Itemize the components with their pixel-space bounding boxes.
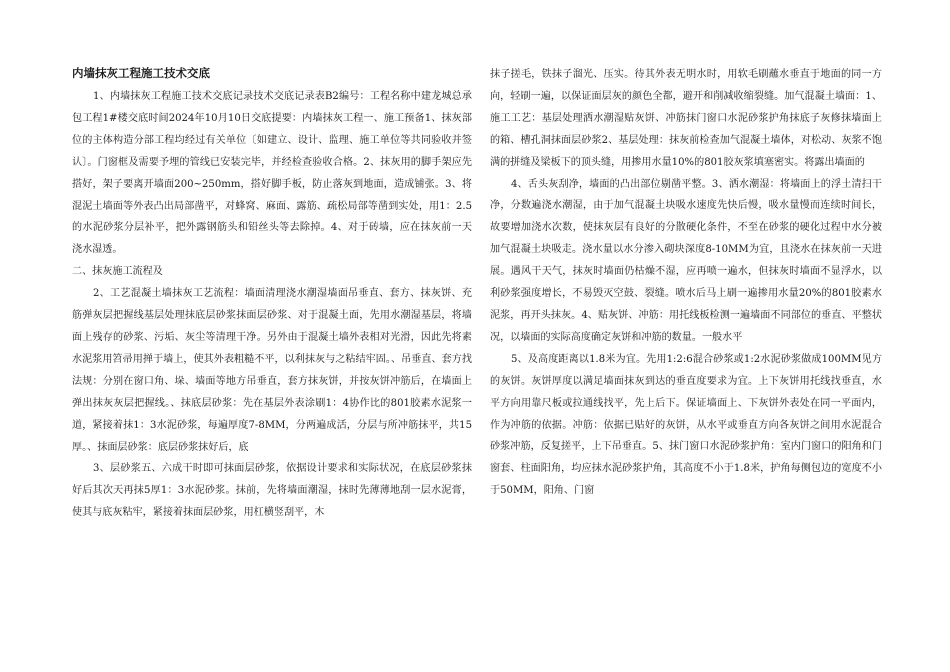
section-heading: 二、抹灰施工流程及 <box>72 266 163 278</box>
paragraph: 2、工艺混凝土墙抹灰工艺流程：墙面清理浇水潮湿墙面吊垂直、套方、抹灰饼、充筋弹灰层把握线基层处理抹底层砂浆抹面层砂浆、对于混凝土面，先用水潮湿基层，将墙面上残存的砂浆、污垢、灰尘等清理干净。另外由于混凝土墙外表相对光滑，因此先将素水泥浆用笤帚用掸于墙上，使其外表粗糙不平，以利抹灰与之粘结牢固。、吊垂直、套方找法规：分别在窗口角、垛、墙面等地方吊垂直，套方抹灰饼，并按灰饼冲筋后，在墙面上弹出抹灰灰层把握线。、抹底层砂浆：先在基层外表涂刷1：4协作比的801胶素水泥浆一道，紧接着抹1：3水泥砂浆，每遍厚度7-8MM，分两遍成活，分层与所冲筋抹平，共15厚。、抹面层砂浆：底层砂浆抹好后，底 <box>72 288 472 453</box>
paragraph: 4、舌头灰刮净，墙面的凸出部位剔凿平整。3、洒水潮湿：将墙面上的浮土清扫干净，分数遍浇水潮湿，由于加气混凝土块吸水速度先快后慢，吸水量慢而连续时间长，故要增加浇水次数，使抹灰层有良好的分散硬化条件，不至在砂浆的硬化过程中水分被加气混凝土块吸走。浇水量以水分渗入砌块深度8-10MM为宜，且浇水在抹灰前一天进展。遇风干天气，抹灰时墙面仍枯燥不湿，应再喷一遍水，但抹灰时墙面不显浮水，以利砂浆强度增长，不易毁灭空鼓、裂缝。喷水后马上刷一遍掺用水量20%的801胶素水泥浆，再开头抹灰。4、贴灰饼、冲筋：用托线板检测一遍墙面不同部位的垂直、平整状况，以墙面的实际高度确定灰饼和冲筋的数量。一般水平 <box>490 178 882 343</box>
left-column <box>72 64 472 524</box>
document-title: 内墙抹灰工程施工技术交底 <box>72 66 210 80</box>
paragraph: 1、内墙抹灰工程施工技术交底记录技术交底记录表B2编号：工程名称中建龙城总承包工程1#楼交底时间2024年10月10日交底提要：内墙抹灰工程一、施工预备1、抹灰部位的主体构造分部工程均经过有关单位〔如建立、设计、监理、施工单位等共同验收并签认〕。门窗框及需要予埋的管线已安装完毕，并经检查验收合格。2、抹灰用的脚手架应先搭好，架子要离开墙面200~250mm，搭好脚手板，防止落灰到地面，造成铺张。3、将混泥土墙面等外表凸出局部凿平，对蜂窝、麻面、露筋、疏松局部等凿到实处，用1：2.5的水泥砂浆分层补平，把外露钢筋头和铅丝头等去除掉。4、对于砖墙，应在抹灰前一天浇水湿透。 <box>72 91 472 256</box>
paragraph: 3、层砂浆五、六成干时即可抹面层砂浆，依据设计要求和实际状况，在底层砂浆抹好后其次天再抹5厚1：3水泥砂浆。抹前，先将墙面潮湿，抹时先薄薄地刮一层水泥膏，使其与底灰粘牢，紧接着抹面层砂浆，用杠横竖刮平，木 <box>72 463 472 519</box>
paragraph: 抹子搓毛，铁抹子溜光、压实。待其外表无明水时，用软毛刷蘸水垂直于地面的同一方向，轻刷一遍，以保证面层灰的颜色全都，避开和削减收缩裂缝。加气混凝土墙面：1、施工工艺：基层处理洒水潮湿贴灰饼、冲筋抹门窗口水泥砂浆护角抹底子灰修抹墙面上的箱、槽孔洞抹面层砂浆2、基层处理：抹灰前检查加气混凝土墙体，对松动、灰浆不饱满的拼缝及梁板下的顶头缝，用掺用水量10%的801胶灰浆填塞密实。将露出墙面的 <box>490 69 882 168</box>
right-column <box>490 64 882 502</box>
paragraph: 5、及高度距离以1.8米为宜。先用1:2:6混合砂浆或1:2水泥砂浆做成100MM见方的灰饼。灰饼厚度以满足墙面抹灰到达的垂直度要求为宜。上下灰饼用托线找垂直，水平方向用靠尺板或拉通线找平，先上后下。保证墙面上、下灰饼外表处在同一平面内，作为冲筋的依据。冲筋：依据已贴好的灰饼，从水平或垂直方向各灰饼之间用水泥混合砂浆冲筋，反复搓平，上下吊垂直。5、抹门窗口水泥砂浆护角：室内门窗口的阳角和门窗套、柱面阳角，均应抹水泥砂浆护角，其高度不小于1.8米，护角每侧包边的宽度不小于50MM，阳角、门窗 <box>490 353 882 497</box>
